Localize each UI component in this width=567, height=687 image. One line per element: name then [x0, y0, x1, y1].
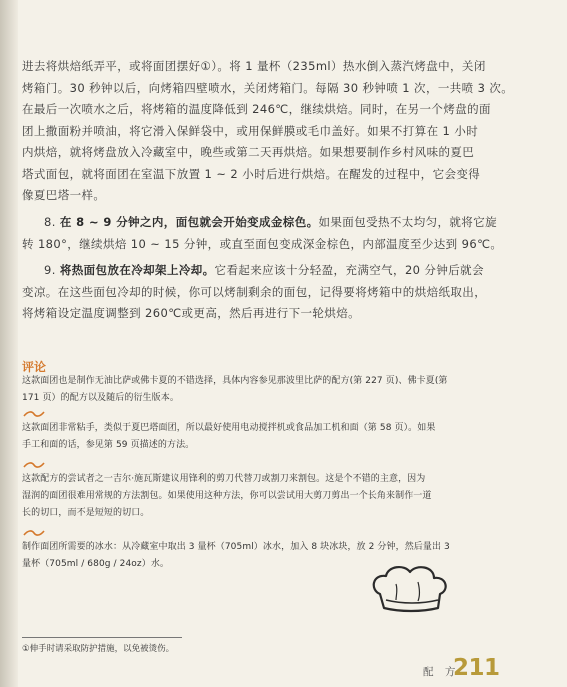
tilde-divider-icon	[22, 409, 46, 419]
intro-paragraph	[22, 56, 513, 207]
tilde-divider-icon	[22, 528, 46, 538]
chef-hat-icon	[366, 560, 456, 620]
step-9-line-1	[22, 260, 486, 282]
page-number: 211	[453, 655, 500, 681]
note-line: 长的切口，而不是短短的切口。	[22, 508, 150, 518]
note-line: 这款配方的尝试者之一吉尔·施瓦斯建议用锋利的剪刀代替刀或割刀来割包。这是个不错的主意，因为	[22, 474, 426, 484]
text-line: 像夏巴塔一样。	[22, 188, 106, 202]
note-line: 手工和面的话，参见第 59 页描述的方法。	[22, 440, 195, 450]
comment-note-2	[22, 420, 435, 454]
comments-title: 评论	[22, 360, 47, 374]
note-line: 171 页）的配方以及随后的衍生版本。	[22, 393, 179, 403]
step-heading: 将热面包放在冷却架上冷却。	[59, 263, 215, 277]
step-text: 如果面包受热不太均匀，就将它旋	[318, 215, 497, 229]
step-number: 8.	[44, 215, 56, 229]
comment-note-1	[22, 373, 448, 407]
text-line: 变凉。在这些面包冷却的时候，你可以烤制剩余的面包，记得要将烤箱中的烘焙纸取出，	[22, 284, 487, 299]
text-line: 团上撒面粉并喷油，将它滑入保鲜袋中，或用保鲜膜或毛巾盖好。如果不打算在 1 小时	[22, 123, 479, 138]
text-line: 内烘焙，就将烤盘放入冷藏室中，晚些或第二天再烘焙。如果想要制作乡村风味的夏巴	[22, 145, 475, 159]
step-text: 它看起来应该十分轻盈，充满空气，20 分钟后就会	[214, 263, 484, 277]
text-line: 塔式面包，就将面团在室温下放置 1 ~ 2 小时后进行烘焙。在醒发的过程中，它会变得	[22, 166, 481, 181]
text-line: 转 180°，继续烘焙 10 ~ 15 分钟，或直至面包变成深金棕色，内部温度至少达到 96℃。	[22, 236, 503, 251]
text-line: 将烤箱设定温度调整到 260℃或更高，然后再进行下一轮烘焙。	[22, 306, 361, 320]
section-label: 配 方	[423, 666, 460, 678]
note-line: 制作面团所需要的冰水：从冷藏室中取出 3 量杯（705ml）冰水，加入 8 块冰块，放 2 分钟，然后量出 3	[22, 542, 450, 552]
step-heading: 在 8 ~ 9 分钟之内，面包就会开始变成金棕色。	[59, 215, 319, 229]
text-line: 进去将烘焙纸弄平，或将面团摆好①）。将 1 量杯（235ml）热水倒入蒸汽烤盘中，关闭	[22, 59, 486, 73]
footnote-divider	[22, 637, 182, 638]
page-spine-shadow	[0, 0, 18, 687]
step-8	[22, 212, 502, 255]
note-line: 量杯（705ml / 680g / 24oz）水。	[22, 559, 170, 569]
note-line: 这款面团也是制作无油比萨或佛卡夏的不错选择，具体内容参见那波里比萨的配方(第 227 页)、佛卡夏(第	[22, 376, 448, 386]
step-number: 9.	[44, 263, 56, 277]
note-line: 这款面团非常粘手，类似于夏巴塔面团，所以最好使用电动搅拌机或食品加工机和面（第 58 页）。如果	[22, 423, 436, 433]
tilde-divider-icon	[22, 460, 46, 470]
text-line: 在最后一次喷水之后，将烤箱的温度降低到 246℃，继续烘焙。同时，在另一个烤盘的面	[22, 102, 491, 116]
comment-note-3	[22, 471, 432, 522]
step-8-line-1	[22, 212, 502, 234]
text-line: 烤箱门。30 秒钟以后，向烤箱四壁喷水，关闭烤箱门。每隔 30 秒钟喷 1 次，一共喷 3 次。	[22, 80, 514, 95]
step-9	[22, 260, 486, 325]
footnote: ①伸手时请采取防护措施，以免被烫伤。	[22, 644, 175, 654]
note-line: 湿润的面团很难用常规的方法割包。如果使用这种方法，你可以尝试用大剪刀剪出一个长角来制作一道	[22, 491, 432, 501]
